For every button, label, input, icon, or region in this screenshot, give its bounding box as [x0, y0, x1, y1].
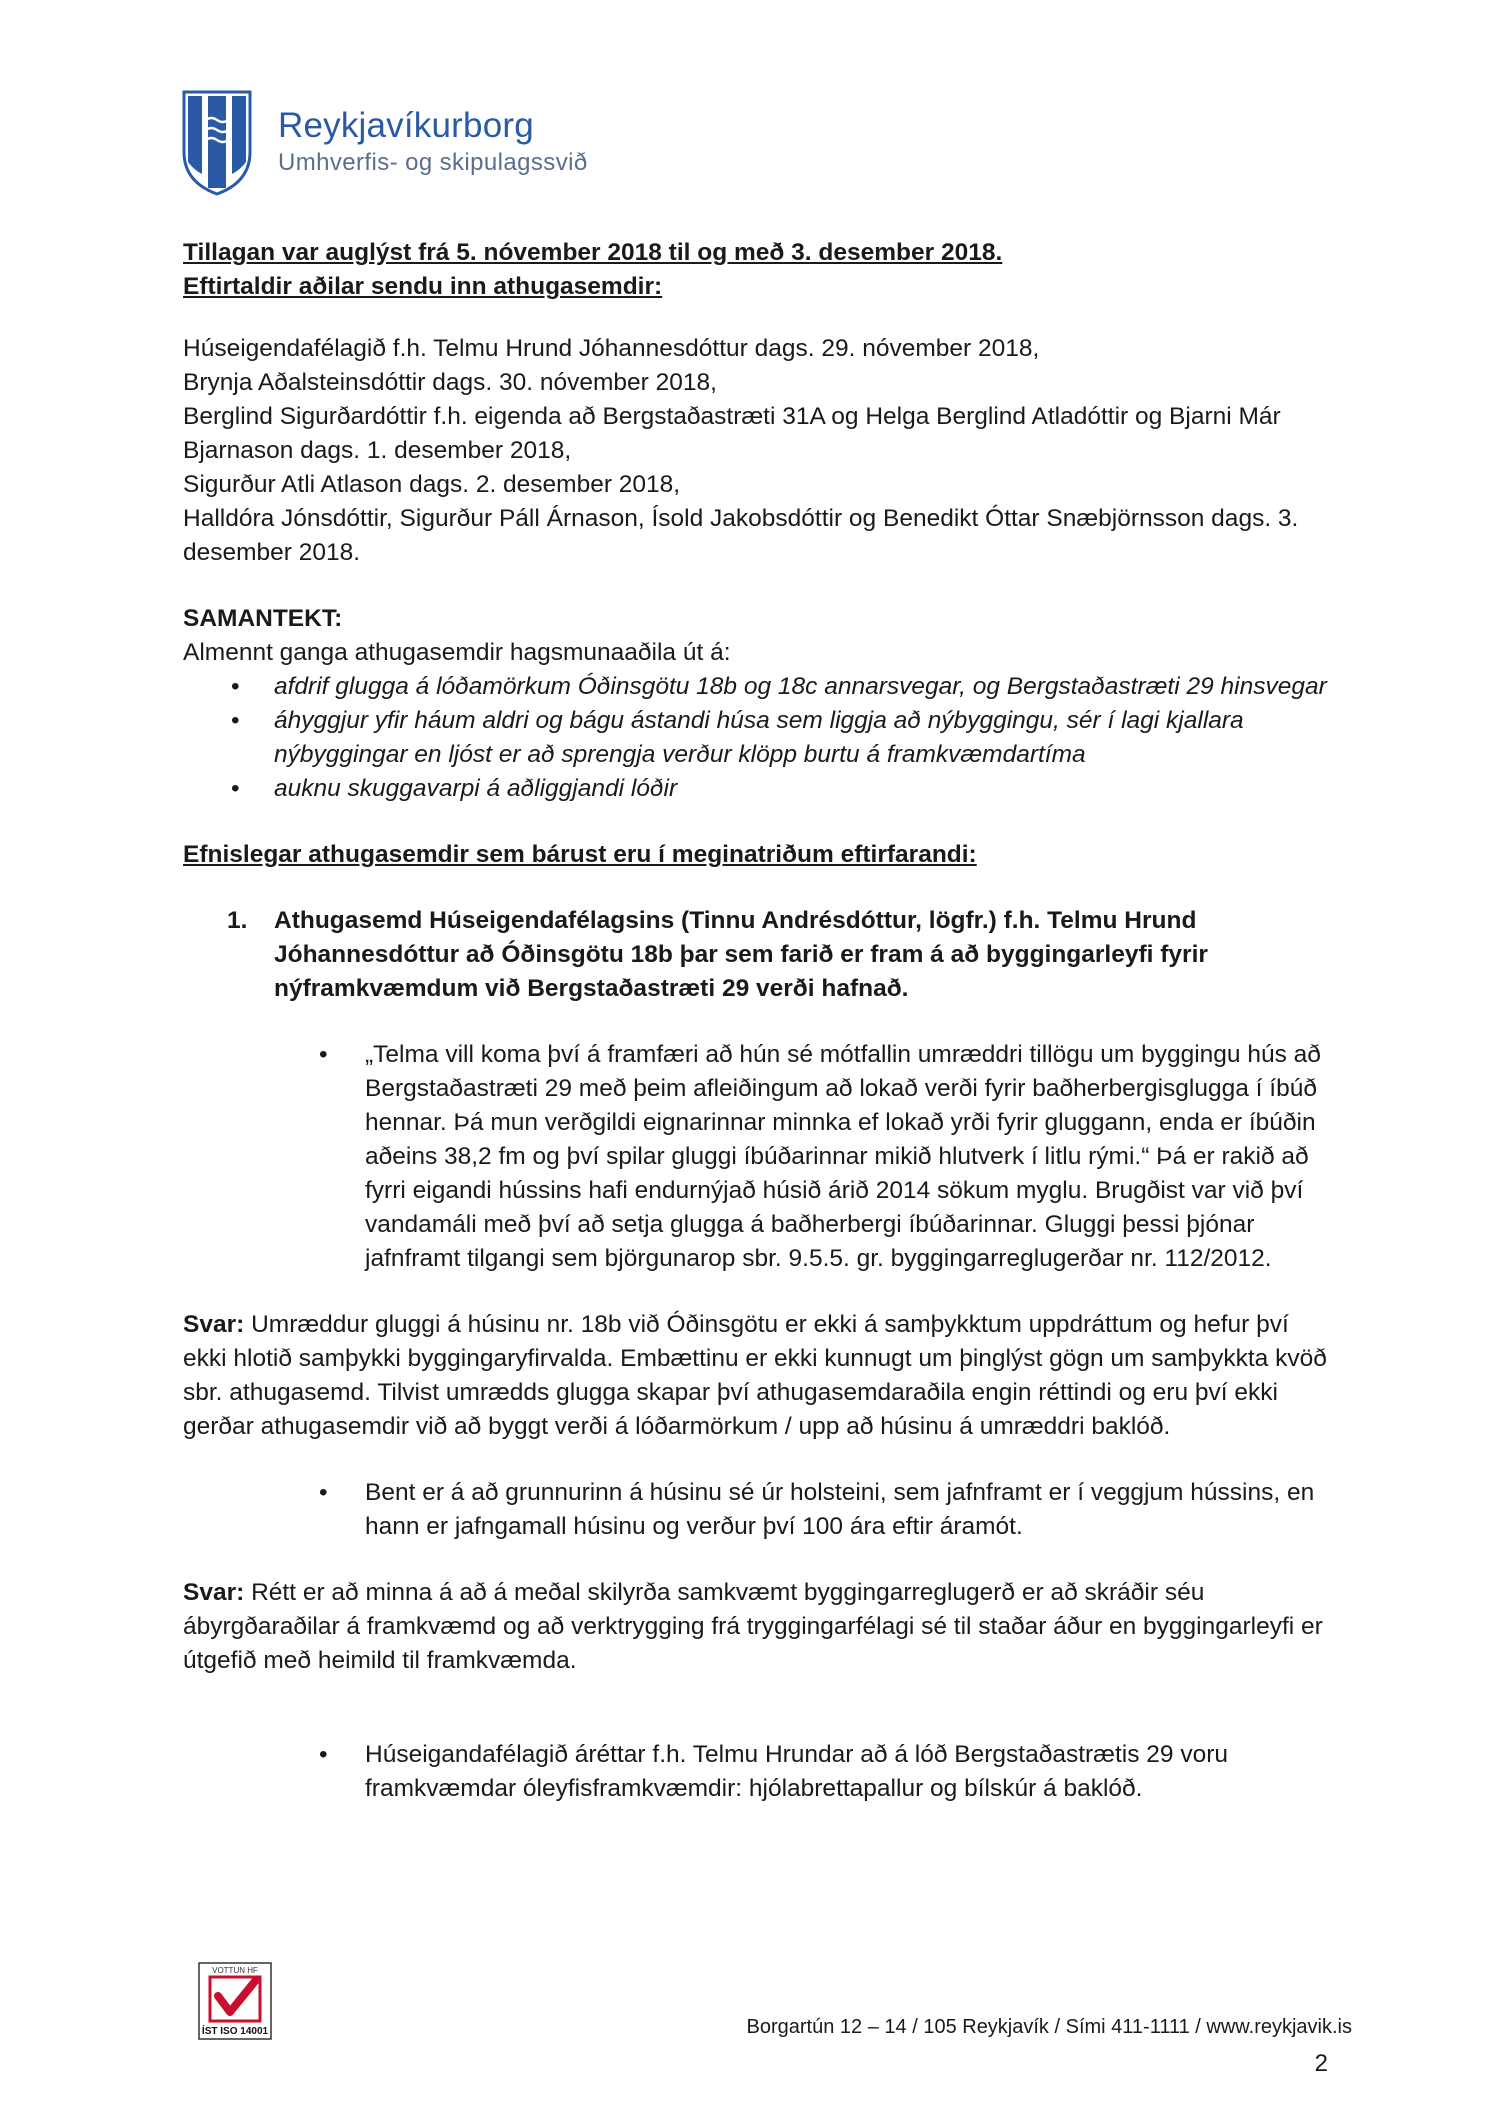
- summary-heading: SAMANTEKT:: [183, 605, 343, 632]
- summary-point: • afdrif glugga á lóðamörkum Óðinsgötu 18b og 18c annarsvegar, og Bergstaðastræti 29 hinsvegar: [183, 670, 1333, 704]
- document-body: [183, 236, 1333, 1806]
- item-number: 1.: [227, 907, 248, 934]
- submitters-list: [183, 332, 1333, 570]
- comment-bullet: • „Telma vill koma því á framfæri að hún sé mótfallin umræddri tillögu um byggingu hús að Bergstaðastræti 29 með þeim afleiðingum að lokað verði fyrir baðherbergisglugga í íbúð hennar. Þá mun verðgildi eignarinnar minnka ef lokað yrði fyrir gluggann, enda er íbúðin aðeins 38,2 fm og því spilar gluggi íbúðarinnar mikið hlutverk í litlu rými.“ Þá er rakið að fyrri eigandi hússins hafi endurnýjað húsið árið 2014 sökum myglu. Brugðist var við því vandamáli með því að setja glugga á baðherbergi íbúðarinnar. Gluggi þessi þjónar jafnframt tilgangi sem björgunarop sbr. 9.5.5. gr. byggingarreglugerðar nr. 112/2012.: [183, 1038, 1333, 1276]
- comment-bullet: • Húseigandafélagið áréttar f.h. Telmu Hrundar að á lóð Bergstaðastrætis 29 voru framkvæmdar óleyfisframkvæmdir: hjólabrettapallur og bílskúr á baklóð.: [183, 1738, 1333, 1806]
- bullet-icon: •: [319, 1479, 328, 1506]
- organization-name: Reykjavíkurborg: [278, 106, 534, 145]
- summary-point: • áhyggjur yfir háum aldri og bágu ástandi húsa sem liggja að nýbyggingu, sér í lagi kjallara nýbyggingar en ljóst er að sprengja verður klöpp burtu á framkvæmdartíma: [183, 704, 1333, 772]
- bullet-icon: •: [231, 673, 240, 700]
- iso-certification-badge: [198, 1962, 272, 2040]
- badge-bottom-text: ÍST ISO 14001: [201, 2026, 269, 2037]
- summary-intro: Almennt ganga athugasemdir hagsmunaaðila út á:: [183, 639, 731, 666]
- organization-header: [278, 106, 588, 178]
- submitter: Sigurður Atli Atlason dags. 2. desember 2018,: [183, 471, 681, 498]
- submitter: Berglind Sigurðardóttir f.h. eigenda að Bergstaðastræti 31A og Helga Berglind Atladóttir og Bjarni Már Bjarnason dags. 1. desember 2018,: [183, 403, 1281, 464]
- comment-bullets-2: [183, 1476, 1333, 1544]
- bullet-icon: •: [319, 1741, 328, 1768]
- answer-label: Svar:: [183, 1311, 245, 1338]
- answer-text: Rétt er að minna á að á meðal skilyrða samkvæmt byggingarreglugerð er að skráðir séu ábyrgðaraðilar á framkvæmd og að verktrygging frá tryggingarfélagi sé til staðar áður en byggingarleyfi er útgefið með heimild til framkvæmda.: [183, 1579, 1323, 1674]
- answer-label: Svar:: [183, 1579, 245, 1606]
- numbered-item: [183, 904, 1333, 1006]
- intro-line-2: Eftirtaldir aðilar sendu inn athugasemdir:: [183, 273, 663, 300]
- page-number: 2: [1314, 2050, 1328, 2077]
- numbered-comments: [183, 904, 1333, 1006]
- answer-text: Umræddur gluggi á húsinu nr. 18b við Óðinsgötu er ekki á samþykktum uppdráttum og hefur því ekki hlotið samþykki byggingaryfirvalda. Embættinu er ekki kunnugt um þinglýst gögn um samþykkta kvöð sbr. athugasemd. Tilvist umrædds glugga skapar því athugasemdaraðila engin réttindi og eru því ekki gerðar athugasemdir við að byggt verði á lóðarmörkum / upp að húsinu á umræddri baklóð.: [183, 1311, 1327, 1440]
- summary-points: [183, 670, 1333, 806]
- comment-bullet: • Bent er á að grunnurinn á húsinu sé úr holsteini, sem jafnframt er í veggjum hússins, en hann er jafngamall húsinu og verður því 100 ára eftir áramót.: [183, 1476, 1333, 1544]
- answer-paragraph: [183, 1576, 1333, 1678]
- submitter: Húseigendafélagið f.h. Telmu Hrund Jóhannesdóttur dags. 29. nóvember 2018,: [183, 335, 1040, 362]
- bullet-icon: •: [231, 775, 240, 802]
- intro-line-1: Tillagan var auglýst frá 5. nóvember 2018 til og með 3. desember 2018.: [183, 239, 1003, 266]
- summary-point: • auknu skuggavarpi á aðliggjandi lóðir: [183, 772, 1333, 806]
- comment-bullets-1: [183, 1038, 1333, 1276]
- badge-top-text: VOTTUN HF: [212, 1966, 258, 1975]
- submitter: Halldóra Jónsdóttir, Sigurður Páll Árnason, Ísold Jakobsdóttir og Benedikt Óttar Snæbjörnsson dags. 3. desember 2018.: [183, 505, 1299, 566]
- department-name: Umhverfis- og skipulagssvið: [278, 149, 588, 176]
- reykjavik-coat-of-arms-logo: [182, 90, 252, 196]
- item-title: Athugasemd Húseigendafélagsins (Tinnu Andrésdóttur, lögfr.) f.h. Telmu Hrund Jóhannesdóttur að Óðinsgötu 18b þar sem farið er fram á að byggingarleyfi fyrir nýframkvæmdum við Bergstaðastræti 29 verði hafnað.: [274, 907, 1208, 1002]
- footer-address: Borgartún 12 – 14 / 105 Reykjavík / Sími 411-1111 / www.reykjavik.is: [746, 2016, 1352, 2038]
- section-heading: Efnislegar athugasemdir sem bárust eru í meginatriðum eftirfarandi:: [183, 841, 977, 868]
- bullet-icon: •: [231, 707, 240, 734]
- answer-paragraph: [183, 1308, 1333, 1444]
- submitter: Brynja Aðalsteinsdóttir dags. 30. nóvember 2018,: [183, 369, 717, 396]
- comment-bullets-3: [183, 1738, 1333, 1806]
- bullet-icon: •: [319, 1041, 328, 1068]
